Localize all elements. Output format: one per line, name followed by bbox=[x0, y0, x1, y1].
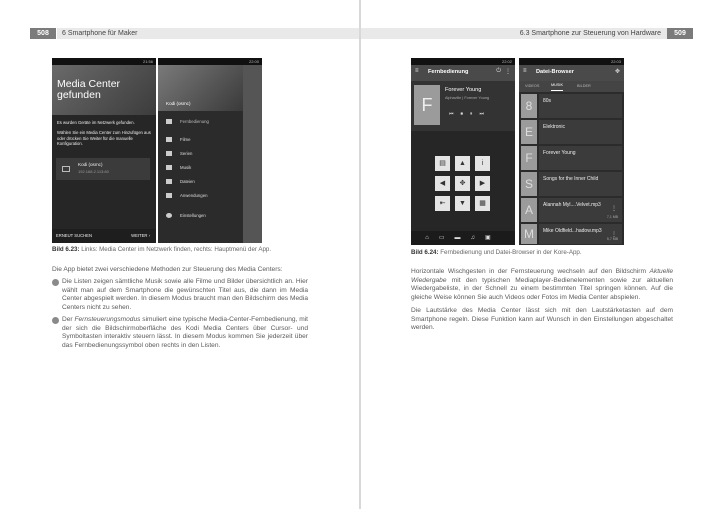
menu-item-einstellungen[interactable]: Einstellungen bbox=[166, 211, 246, 221]
device-ip: 192.168.2.113:80 bbox=[78, 169, 109, 174]
paragraph-2: Die Lautstärke des Media Center lässt sich mit den Lautstärketasten auf dem Smartphone regeln. Diese Funktion kann auf Wunsch in den Einstellungen abgeschaltet werden. bbox=[411, 307, 673, 332]
back-button[interactable]: ⇤ bbox=[435, 196, 450, 211]
figure-caption: Bild 6.23: Links: Media Center im Netzwerk finden, rechts: Hauptmenü der App. bbox=[52, 246, 272, 253]
menu-item-fernbedienung[interactable]: Fernbedienung bbox=[166, 117, 246, 127]
host-name: Kodi (osmc) bbox=[166, 101, 191, 106]
track-title: Forever Young bbox=[445, 87, 482, 93]
menu-icon[interactable]: ≡ bbox=[523, 68, 527, 74]
next-button[interactable]: WEITER › bbox=[131, 233, 150, 238]
phone-media-center-found bbox=[52, 58, 156, 243]
select-button[interactable]: ✥ bbox=[455, 176, 470, 191]
screen-title: Datei-Browser bbox=[536, 69, 574, 75]
drawer-header bbox=[158, 65, 243, 111]
app-bar bbox=[411, 65, 515, 81]
list-item[interactable]: F Forever Young bbox=[521, 146, 622, 170]
remote-icon bbox=[166, 119, 172, 124]
menu-item-dateien[interactable]: Dateien bbox=[166, 177, 246, 187]
remote-icon[interactable]: ✥ bbox=[614, 69, 620, 75]
tab-bilder[interactable]: BILDER bbox=[577, 84, 591, 88]
info-button[interactable]: i bbox=[475, 156, 490, 171]
bullet-paragraph-2: Der Fernsteuerungsmodus simuliert eine typische Media-Center-Fernbedienung, mit der sich die Bildschirmoberfläche des Kodi Media Centers über Cursor- und Symboltasten interaktiv steuern lässt. In diesem Modus kommen Sie jederzeit über das Fernbedienungssymbol oben rechts in den Listen. bbox=[62, 316, 308, 350]
list-button[interactable]: ▤ bbox=[435, 156, 450, 171]
list-item[interactable]: M Mike Oldfield...hadow.mp3 ⋮ 5,7 MB bbox=[521, 224, 622, 244]
film-icon bbox=[166, 137, 172, 142]
screen-title: Fernbedienung bbox=[428, 69, 469, 75]
phone-file-browser bbox=[519, 58, 624, 245]
bullet-paragraph-1: Die Listen zeigen sämtliche Musik sowie alle Filme und Bilder übersichtlich an. Hier wählt man auf dem Smartphone die gewünschten Titel aus, die dann im Media Center abgespielt werden. In diesem Modus braucht man den Bildschirm des Media Centers nicht zu sehen. bbox=[62, 278, 308, 312]
track-artist: Alphaville | Forever Young bbox=[445, 96, 490, 100]
playback-controls[interactable]: ⏮⏹⏸⏭ bbox=[449, 111, 492, 117]
bottom-nav[interactable]: ⌂▭▬♫▣ bbox=[411, 231, 515, 245]
description-1: Es wurden Geräte im Netzwerk gefunden. bbox=[57, 120, 135, 125]
tab-videos[interactable]: VIDEOS bbox=[525, 84, 540, 88]
more-icon[interactable]: ⋮ bbox=[611, 206, 617, 212]
status-bar: 22:02 bbox=[411, 58, 515, 65]
tab-musik[interactable]: MUSIK bbox=[551, 81, 563, 91]
menu-icon[interactable]: ≡ bbox=[415, 68, 419, 74]
menu-item-anwendungen[interactable]: Anwendungen bbox=[166, 191, 246, 201]
left-page bbox=[0, 0, 359, 509]
more-icon[interactable]: ⋮ bbox=[611, 232, 617, 238]
app-bar bbox=[519, 65, 624, 81]
down-button[interactable]: ▼ bbox=[455, 196, 470, 211]
paragraph-1: Horizontale Wischgesten in der Fernsteuerung wechseln auf den Bildschirm Aktuelle Wiedergabe mit den typischen Mediaplayer-Bedienelementen sowie zur aktuellen Wiedergabeliste, in der Schnell zu einem bestimmten Titel springen können. Auf die gleiche Weise können Sie auch Videos oder Fotos im Media Center abspielen. bbox=[411, 268, 673, 302]
power-icon[interactable]: ⏻ bbox=[496, 68, 501, 74]
intro-paragraph: Die App bietet zwei verschiedene Methoden zur Steuerung des Media Centers: bbox=[52, 266, 283, 273]
list-item[interactable]: 8 80s bbox=[521, 94, 622, 118]
right-button[interactable]: ▶ bbox=[475, 176, 490, 191]
running-header: 6.3 Smartphone zur Steuerung von Hardware bbox=[361, 28, 667, 39]
figure-caption: Bild 6.24: Fernbedienung und Datei-Browser in der Kore-App. bbox=[411, 249, 582, 256]
list-item[interactable]: S Songs for the Inner Child bbox=[521, 172, 622, 196]
running-header: 6 Smartphone für Maker bbox=[57, 28, 359, 39]
menu-item-musik[interactable]: Musik bbox=[166, 163, 246, 173]
bullet-icon bbox=[52, 317, 59, 324]
folder-icon bbox=[166, 179, 172, 184]
status-bar: 22:03 bbox=[519, 58, 624, 65]
puzzle-icon bbox=[166, 193, 172, 198]
album-thumb: F bbox=[414, 85, 440, 125]
grid-button[interactable]: ▦ bbox=[475, 196, 490, 211]
menu-item-filme[interactable]: Filme bbox=[166, 135, 246, 145]
tv-icon bbox=[166, 151, 172, 156]
right-page bbox=[361, 0, 720, 509]
list-item[interactable]: A Alannah Myl....Velvet.mp3 ⋮ 7,1 MB bbox=[521, 198, 622, 222]
screen-title: Media Center gefunden bbox=[57, 78, 121, 101]
navigation-drawer bbox=[158, 65, 243, 243]
menu-item-serien[interactable]: Serien bbox=[166, 149, 246, 159]
list-item[interactable]: E Elektronic bbox=[521, 120, 622, 144]
page-number: 508 bbox=[30, 28, 56, 39]
status-bar: 22:00 bbox=[158, 58, 262, 65]
up-button[interactable]: ▲ bbox=[455, 156, 470, 171]
bullet-icon bbox=[52, 279, 59, 286]
now-playing-card bbox=[411, 81, 515, 131]
more-icon[interactable]: ⋮ bbox=[505, 69, 511, 75]
page-number: 509 bbox=[667, 28, 693, 39]
gear-icon bbox=[166, 213, 172, 218]
header-banner bbox=[52, 65, 156, 115]
description-2: Wählen Sie ein Media Center zum Hinzufügen aus oder drücken Sie Weiter für die manuelle Konfiguration. bbox=[57, 130, 151, 146]
status-bar: 21:56 bbox=[52, 58, 156, 65]
device-card[interactable] bbox=[56, 158, 150, 180]
phone-remote-control bbox=[411, 58, 515, 245]
headphones-icon bbox=[166, 165, 172, 170]
phone-main-menu bbox=[158, 58, 262, 243]
tv-icon bbox=[62, 166, 70, 172]
device-name: Kodi (osmc) bbox=[78, 162, 103, 167]
search-again-button[interactable]: ERNEUT SUCHEN bbox=[56, 233, 92, 238]
left-button[interactable]: ◀ bbox=[435, 176, 450, 191]
